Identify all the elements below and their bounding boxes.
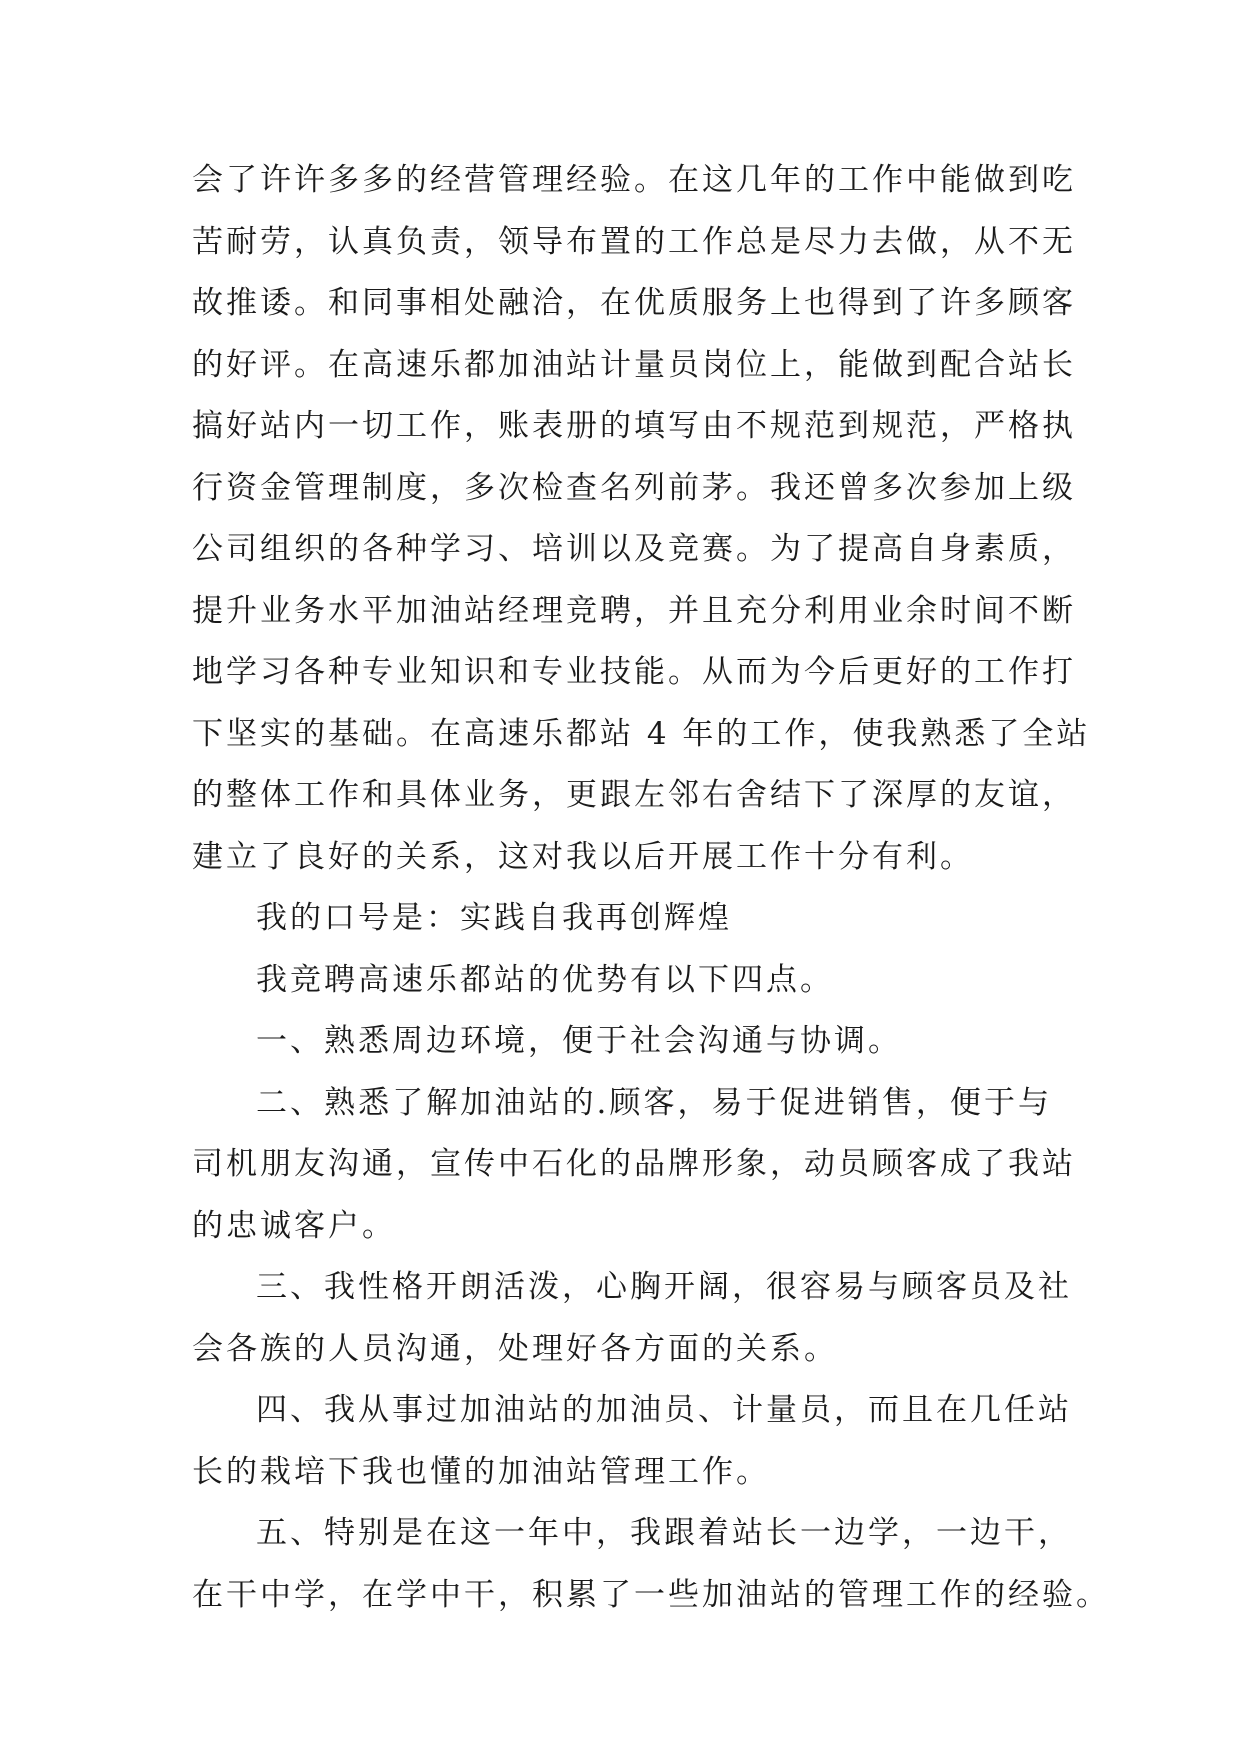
- text-line-4: 的好评。在高速乐都加油站计量员岗位上，能做到配合站长: [192, 346, 1076, 383]
- advantage-3-line-1: 三、我性格开朗活泼，心胸开阔，很容易与顾客员及社: [256, 1269, 1072, 1305]
- advantage-3-line-2: 会各族的人员沟通，处理好各方面的关系。: [192, 1330, 838, 1367]
- slogan-line: 我的口号是：实践自我再创辉煌: [256, 900, 732, 936]
- text-line-6: 行资金管理制度，多次检查名列前茅。我还曾多次参加上级: [192, 469, 1076, 506]
- advantages-intro-line: 我竞聘高速乐都站的优势有以下四点。: [256, 961, 834, 998]
- advantage-4-line-1: 四、我从事过加油站的加油员、计量员，而且在几任站: [256, 1392, 1072, 1428]
- advantage-2-line-2: 司机朋友沟通，宣传中石化的品牌形象，动员顾客成了我站: [192, 1146, 1076, 1182]
- advantage-2-line-3: 的忠诚客户。: [192, 1207, 396, 1244]
- advantage-1-line: 一、熟悉周边环境，便于社会沟通与协调。: [256, 1023, 902, 1059]
- text-line-1: 会了许许多多的经营管理经验。在这几年的工作中能做到吃: [192, 162, 1076, 198]
- advantage-5-line-2: 在干中学，在学中干，积累了一些加油站的管理工作的经验。: [192, 1576, 1110, 1613]
- text-line-7: 公司组织的各种学习、培训以及竞赛。为了提高自身素质，: [192, 531, 1076, 567]
- text-line-5: 搞好站内一切工作，账表册的填写由不规范到规范，严格执: [192, 408, 1076, 444]
- advantage-2-line-1: 二、熟悉了解加油站的.顾客，易于促进销售，便于与: [256, 1084, 1052, 1121]
- advantage-5-line-1: 五、特别是在这一年中，我跟着站长一边学，一边干，: [256, 1515, 1072, 1551]
- text-line-2: 苦耐劳，认真负责，领导布置的工作总是尽力去做，从不无: [192, 223, 1076, 260]
- text-line-11: 的整体工作和具体业务，更跟左邻右舍结下了深厚的友谊，: [192, 777, 1076, 813]
- text-line-8: 提升业务水平加油站经理竞聘，并且充分利用业余时间不断: [192, 592, 1076, 629]
- text-line-10: 下坚实的基础。在高速乐都站 4 年的工作，使我熟悉了全站: [192, 715, 1091, 752]
- text-line-9: 地学习各种专业知识和专业技能。从而为今后更好的工作打: [192, 654, 1076, 690]
- text-line-12: 建立了良好的关系，这对我以后开展工作十分有利。: [192, 838, 974, 875]
- document-body: [192, 150, 1110, 1626]
- advantage-4-line-2: 长的栽培下我也懂的加油站管理工作。: [192, 1453, 770, 1490]
- text-line-3: 故推诿。和同事相处融洽，在优质服务上也得到了许多顾客: [192, 285, 1076, 321]
